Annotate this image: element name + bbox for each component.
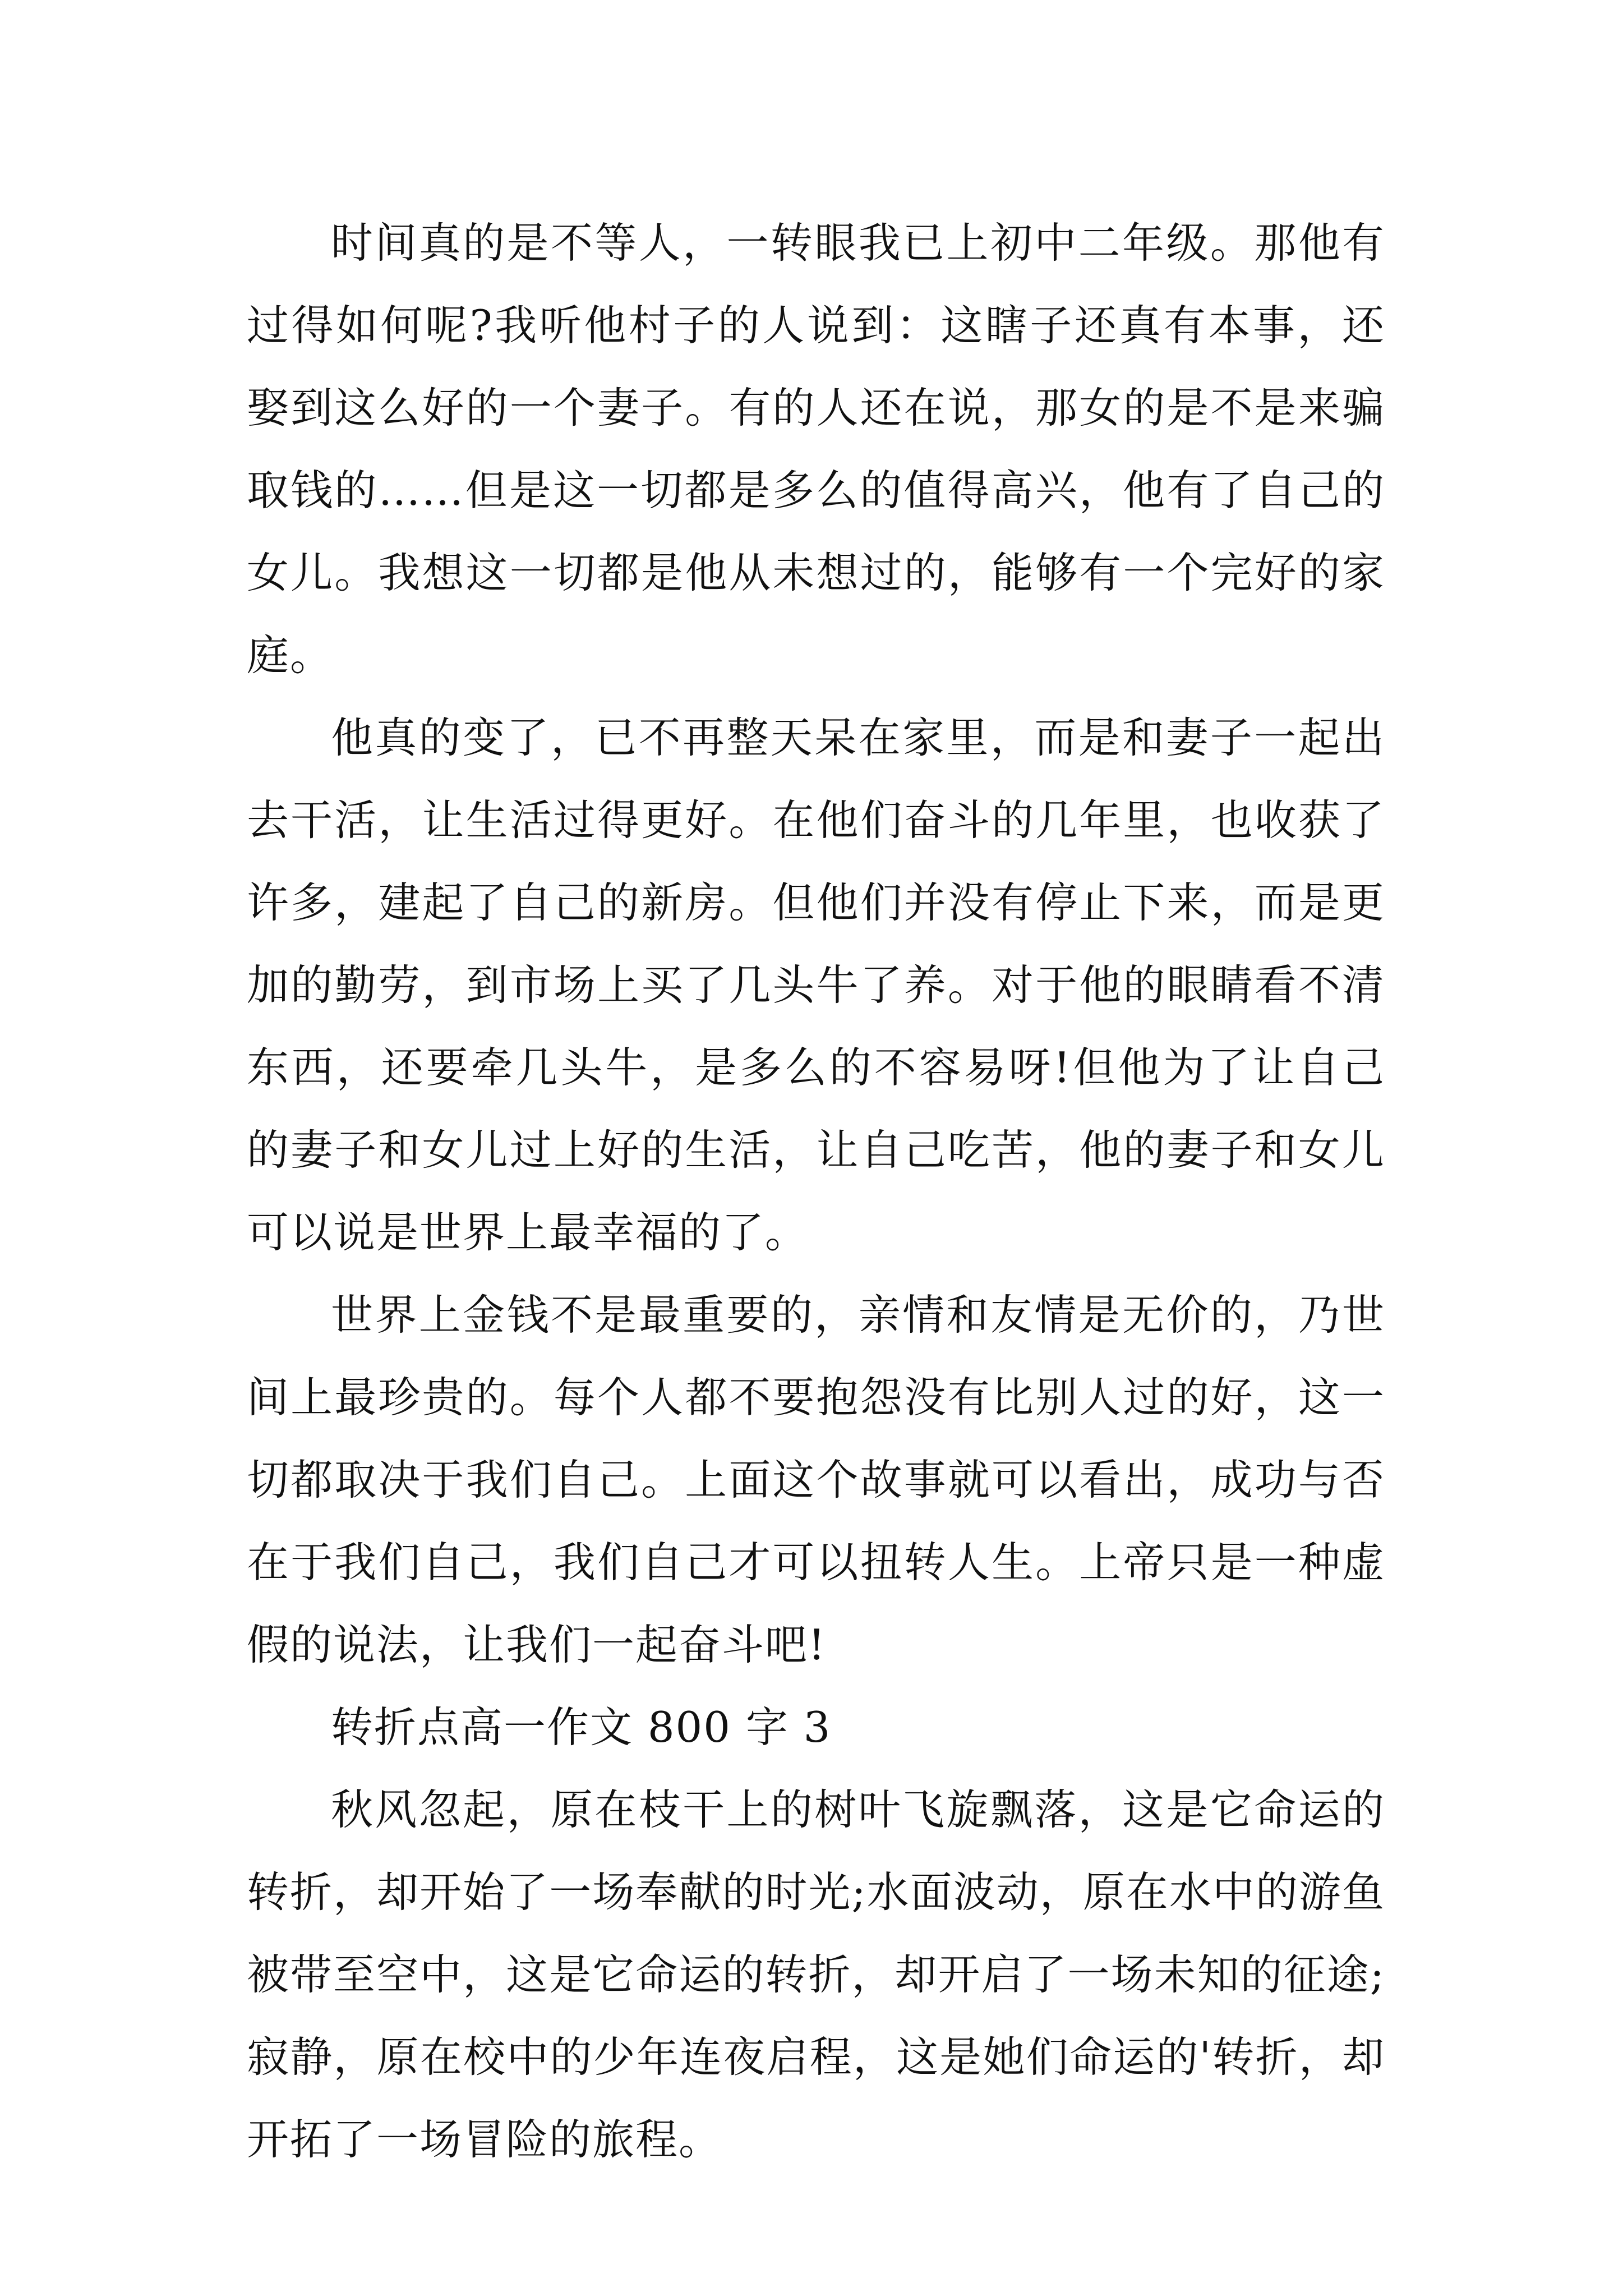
paragraph-1: 时间真的是不等人，一转眼我已上初中二年级。那他有过得如何呢?我听他村子的人说到：这瞎子还真有本事，还娶到这么好的一个妻子。有的人还在说，那女的是不是来骗取钱的……但是这一切都是多么的值得高兴，他有了自己的女儿。我想这一切都是他从未想过的，能够有一个完好的家庭。 — [247, 218, 1385, 680]
document-body — [247, 202, 1385, 2181]
paragraph-2: 他真的变了，已不再整天呆在家里，而是和妻子一起出去干活，让生活过得更好。在他们奋斗的几年里，也收获了许多，建起了自己的新房。但他们并没有停止下来，而是更加的勤劳，到市场上买了几头牛了养。对于他的眼睛看不清东西，还要牵几头牛，是多么的不容易呀!但他为了让自己的妻子和女儿过上好的生活，让自己吃苦，他的妻子和女儿可以说是世界上最幸福的了。 — [247, 713, 1385, 1257]
section-heading: 转折点高一作文 800 字 3 — [331, 1703, 832, 1752]
paragraph-3: 世界上金钱不是最重要的，亲情和友情是无价的，乃世间上最珍贵的。每个人都不要抱怨没有比别人过的好，这一切都取决于我们自己。上面这个故事就可以看出，成功与否在于我们自己，我们自己才可以扭转人生。上帝只是一种虚假的说法，让我们一起奋斗吧! — [247, 1290, 1385, 1669]
paragraph-4: 秋风忽起，原在枝干上的树叶飞旋飘落，这是它命运的转折，却开始了一场奉献的时光;水面波动，原在水中的游鱼被带至空中，这是它命运的转折，却开启了一场未知的征途;寂静，原在校中的少年连夜启程，这是她们命运的'转折，却开拓了一场冒险的旅程。 — [247, 1785, 1385, 2164]
